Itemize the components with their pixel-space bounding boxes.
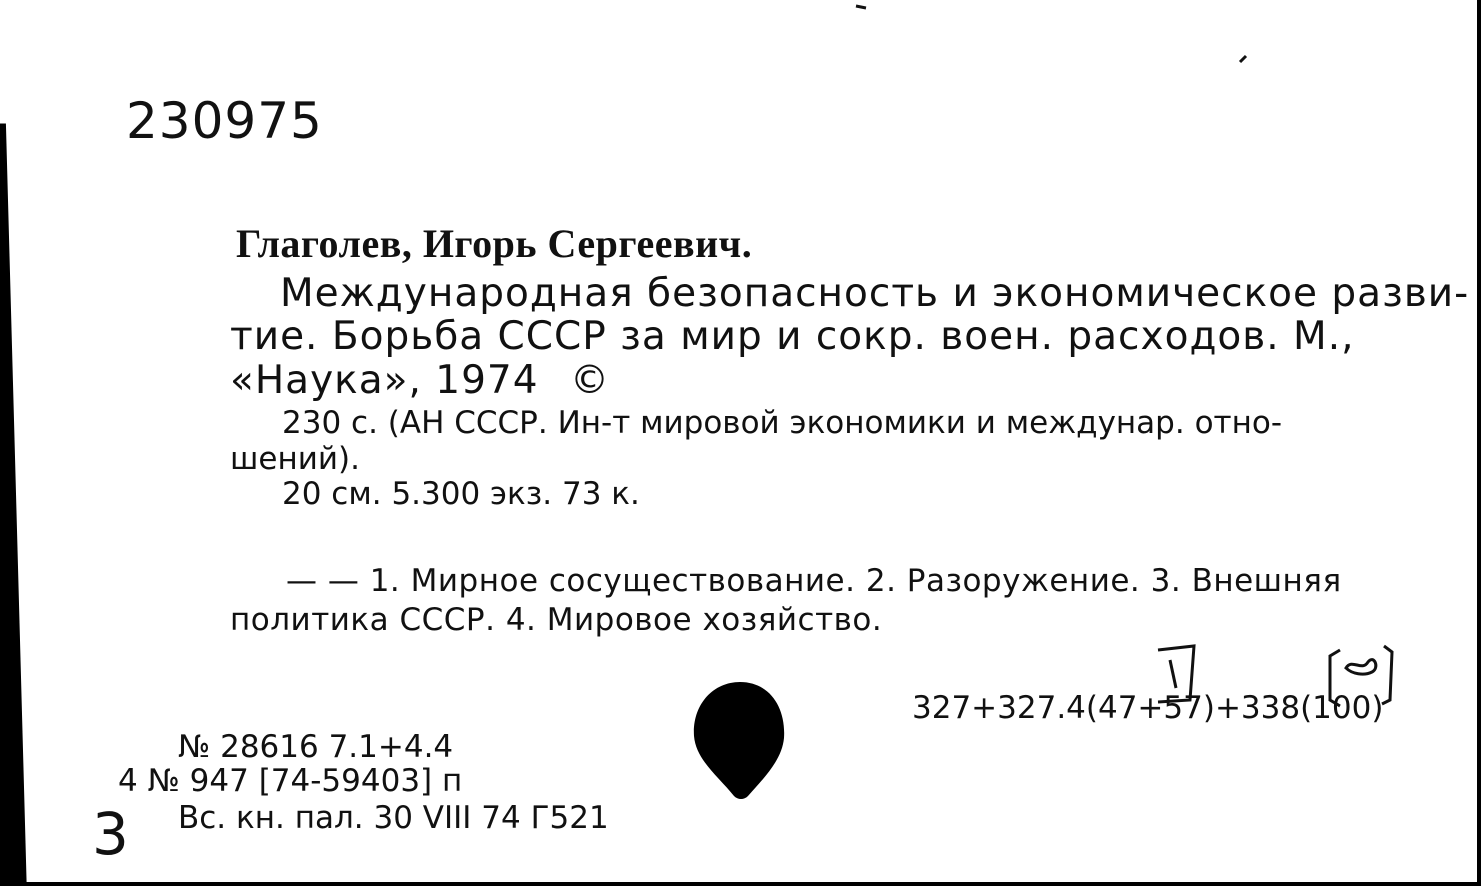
pen-dot-2 [856, 6, 866, 8]
title-line-2: тие. Борьба СССР за мир и сокр. воен. расходов. М., [230, 314, 1355, 359]
infinity-scribble [1346, 660, 1376, 675]
imprint-text: «Наука», 1974 [230, 358, 539, 403]
pen-dot-1 [1240, 56, 1246, 62]
pen-tick-1 [1170, 660, 1176, 688]
copyright-mark: © [569, 358, 610, 403]
bracket-mark-2 [1330, 646, 1392, 706]
bracket-mark-1 [1158, 646, 1194, 702]
registration-line: Вс. кн. пал. 30 VIII 74 Г521 [178, 800, 609, 836]
card-order-line: 4 № 947 [74-59403] п [118, 763, 463, 799]
collation-line-2: шений). [230, 441, 360, 477]
physical-description: 20 см. 5.300 экз. 73 к. [282, 476, 640, 512]
classification-index: 327+327.4(47+57)+338(100) [912, 690, 1384, 726]
copy-number: 3 [92, 800, 129, 868]
pen-annotations [856, 6, 1392, 706]
author-heading: Глаголев, Игорь Сергеевич. [236, 221, 753, 266]
accession-number: 230975 [126, 92, 323, 150]
title-line-1: Международная безопасность и экономическое разви- [280, 271, 1470, 316]
print-order-line: № 28616 7.1+4.4 [178, 729, 454, 765]
subject-line-1: — — 1. Мирное сосуществование. 2. Разоружение. 3. Внешняя [286, 563, 1342, 599]
subject-line-2: политика СССР. 4. Мировое хозяйство. [230, 602, 883, 638]
collation-line-1: 230 с. (АН СССР. Ин-т мировой экономики и междунар. отно- [282, 405, 1283, 441]
